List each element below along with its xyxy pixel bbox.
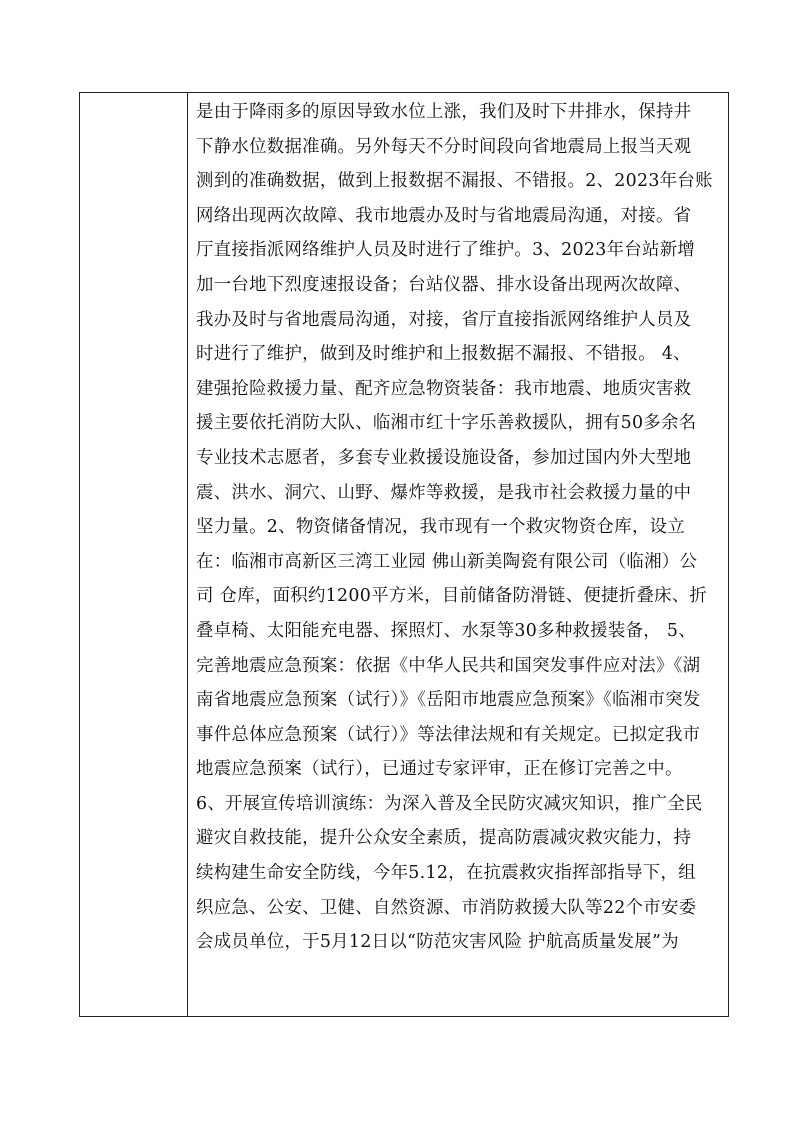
text-line: 厅直接指派网络维护人员及时进行了维护。3、2023年台站新增 xyxy=(196,240,696,261)
text-line: 地震应急预案（试行），已通过专家评审，正在修订完善之中。 xyxy=(196,759,683,780)
text-line: 叠卓椅、太阳能充电器、探照灯、水泵等30多种救援装备， 5、 xyxy=(196,620,696,641)
table-label-cell xyxy=(80,93,187,1016)
text-line: 网络出现两次故障、我市地震办及时与省地震局沟通，对接。省 xyxy=(196,205,692,226)
report-table xyxy=(79,92,729,1017)
text-line: 专业技术志愿者，多套专业救援设施设备，参加过国内外大型地 xyxy=(196,447,692,468)
text-line: 事件总体应急预案（试行）》等法律法规和有关规定。已拟定我市 xyxy=(196,724,701,745)
text-line: 续构建生命安全防线，今年5.12，在抗震救灾指挥部指导下，组 xyxy=(196,863,696,884)
text-line: 时进行了维护，做到及时维护和上报数据不漏报、不错报。 4、 xyxy=(196,344,691,365)
text-line: 会成员单位，于5月12日以“防范灾害风险 护航高质量发展”为 xyxy=(196,932,679,953)
text-line: 6、开展宣传培训演练：为深入普及全民防灾减灾知识，推广全民 xyxy=(196,793,703,814)
text-line: 是由于降雨多的原因导致水位上涨，我们及时下井排水，保持井 xyxy=(196,102,692,122)
text-line: 南省地震应急预案（试行）》《岳阳市地震应急预案》《临湘市突发 xyxy=(196,690,701,711)
text-line: 建强抢险救援力量、配齐应急物资装备：我市地震、地质灾害救 xyxy=(196,378,692,399)
text-line: 加一台地下烈度速报设备；台站仪器、排水设备出现两次故障、 xyxy=(196,274,692,295)
text-line: 完善地震应急预案：依据《中华人民共和国突发事件应对法》《湖 xyxy=(196,655,701,676)
text-line: 援主要依托消防大队、临湘市红十字乐善救援队，拥有50多余名 xyxy=(196,413,697,434)
text-line: 我办及时与省地震局沟通，对接，省厅直接指派网络维护人员及 xyxy=(196,309,692,330)
column-divider xyxy=(187,93,188,1016)
table-content-cell xyxy=(196,95,723,960)
text-line: 测到的准确数据，做到上报数据不漏报、不错报。2、2023年台账 xyxy=(196,171,713,192)
text-line: 在：临湘市高新区三湾工业园 佛山新美陶瓷有限公司（临湘）公 xyxy=(196,551,698,572)
text-line: 司 仓库，面积约1200平方米，目前储备防滑链、便捷折叠床、折 xyxy=(196,586,708,607)
text-line: 避灾自救技能，提升公众安全素质，提高防震减灾救灾能力，持 xyxy=(196,828,692,849)
text-line: 震、洪水、洞穴、山野、爆炸等救援，是我市社会救援力量的中 xyxy=(196,482,692,503)
text-line: 下静水位数据准确。另外每天不分时间段向省地震局上报当天观 xyxy=(196,136,692,157)
text-line: 坚力量。2、物资储备情况，我市现有一个救灾物资仓库，设立 xyxy=(196,517,686,538)
text-line: 织应急、公安、卫健、自然资源、市消防救援大队等22个市安委 xyxy=(196,897,697,918)
